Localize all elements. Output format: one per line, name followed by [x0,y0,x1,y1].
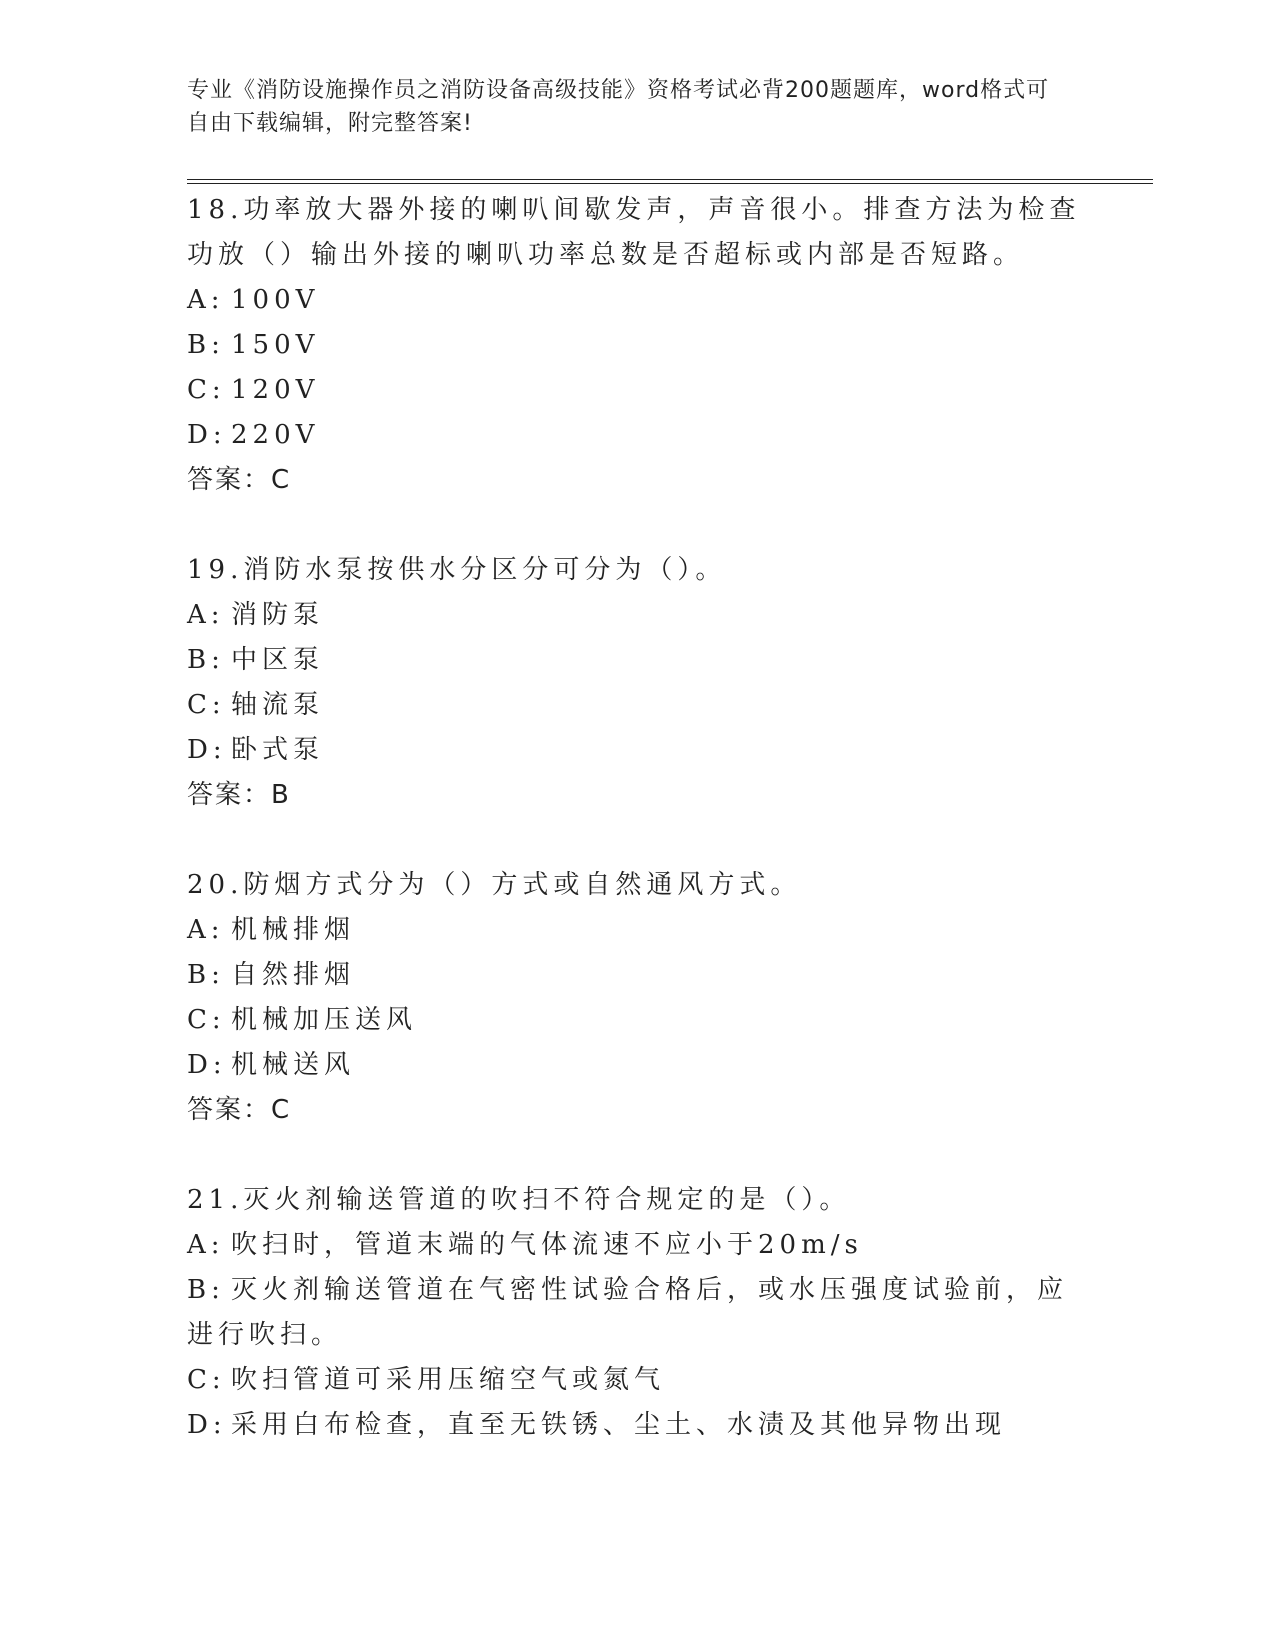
option-label: C: [187,1005,226,1035]
option-label: B: [187,645,225,675]
option-label: D: [187,420,227,450]
option-text: 吹扫管道可采用压缩空气或氮气 [231,1365,666,1395]
option-label: B: [187,960,225,990]
option-label: D: [187,735,227,765]
option-c [187,683,1087,728]
option-text: 灭火剂输送管道在气密性试验合格后，或水压强度试验前，应进行吹扫。 [187,1275,1069,1350]
option-text: 220V [231,420,320,450]
question-18 [187,188,1087,503]
document-header: 专业《消防设施操作员之消防设备高级技能》资格考试必背200题题库，word格式可自由下载编辑，附完整答案! [187,78,1050,136]
option-label: A: [187,285,225,315]
option-text: 机械送风 [231,1050,356,1080]
option-b [187,1268,1087,1358]
option-label: B: [187,330,225,360]
option-label: A: [187,1230,225,1260]
option-text: 150V [231,330,320,360]
option-label: A: [187,915,225,945]
header-divider-bottom [187,183,1153,184]
option-a [187,278,1087,323]
option-b [187,638,1087,683]
question-stem: 18.功率放大器外接的喇叭间歇发声，声音很小。排查方法为检查功放（）输出外接的喇叭功率总数是否超标或内部是否短路。 [187,195,1081,270]
option-text: 轴流泵 [231,690,325,720]
option-c [187,998,1087,1043]
option-label: A: [187,600,225,630]
answer-line: 答案：B [187,780,291,810]
option-c [187,1358,1087,1403]
option-d [187,1043,1087,1088]
option-text: 中区泵 [231,645,325,675]
option-text: 消防泵 [231,600,325,630]
option-label: D: [187,1050,227,1080]
option-text: 采用白布检查，直至无铁锈、尘土、水渍及其他异物出现 [231,1410,1007,1440]
question-20 [187,863,1087,1133]
option-b [187,323,1087,368]
option-a [187,1223,1087,1268]
header-divider-top [187,179,1153,180]
option-text: 120V [231,375,320,405]
option-a [187,908,1087,953]
option-a [187,593,1087,638]
option-b [187,953,1087,998]
question-19 [187,548,1087,818]
question-21 [187,1178,1087,1448]
option-c [187,368,1087,413]
option-d [187,1403,1087,1448]
option-label: C: [187,1365,226,1395]
option-d [187,728,1087,773]
option-label: C: [187,375,226,405]
question-stem: 21.灭火剂输送管道的吹扫不符合规定的是（）。 [187,1185,851,1215]
option-text: 机械排烟 [231,915,356,945]
option-label: D: [187,1410,227,1440]
option-label: B: [187,1275,225,1305]
option-text: 机械加压送风 [231,1005,418,1035]
option-label: C: [187,690,226,720]
option-text: 吹扫时，管道末端的气体流速不应小于20m/s [231,1230,863,1260]
question-stem: 19.消防水泵按供水分区分可分为（）。 [187,555,727,585]
question-list [187,188,1087,1493]
option-text: 自然排烟 [231,960,356,990]
option-d [187,413,1087,458]
question-stem: 20.防烟方式分为（）方式或自然通风方式。 [187,870,802,900]
option-text: 100V [231,285,320,315]
answer-line: 答案：C [187,465,292,495]
option-text: 卧式泵 [231,735,325,765]
answer-line: 答案：C [187,1095,292,1125]
